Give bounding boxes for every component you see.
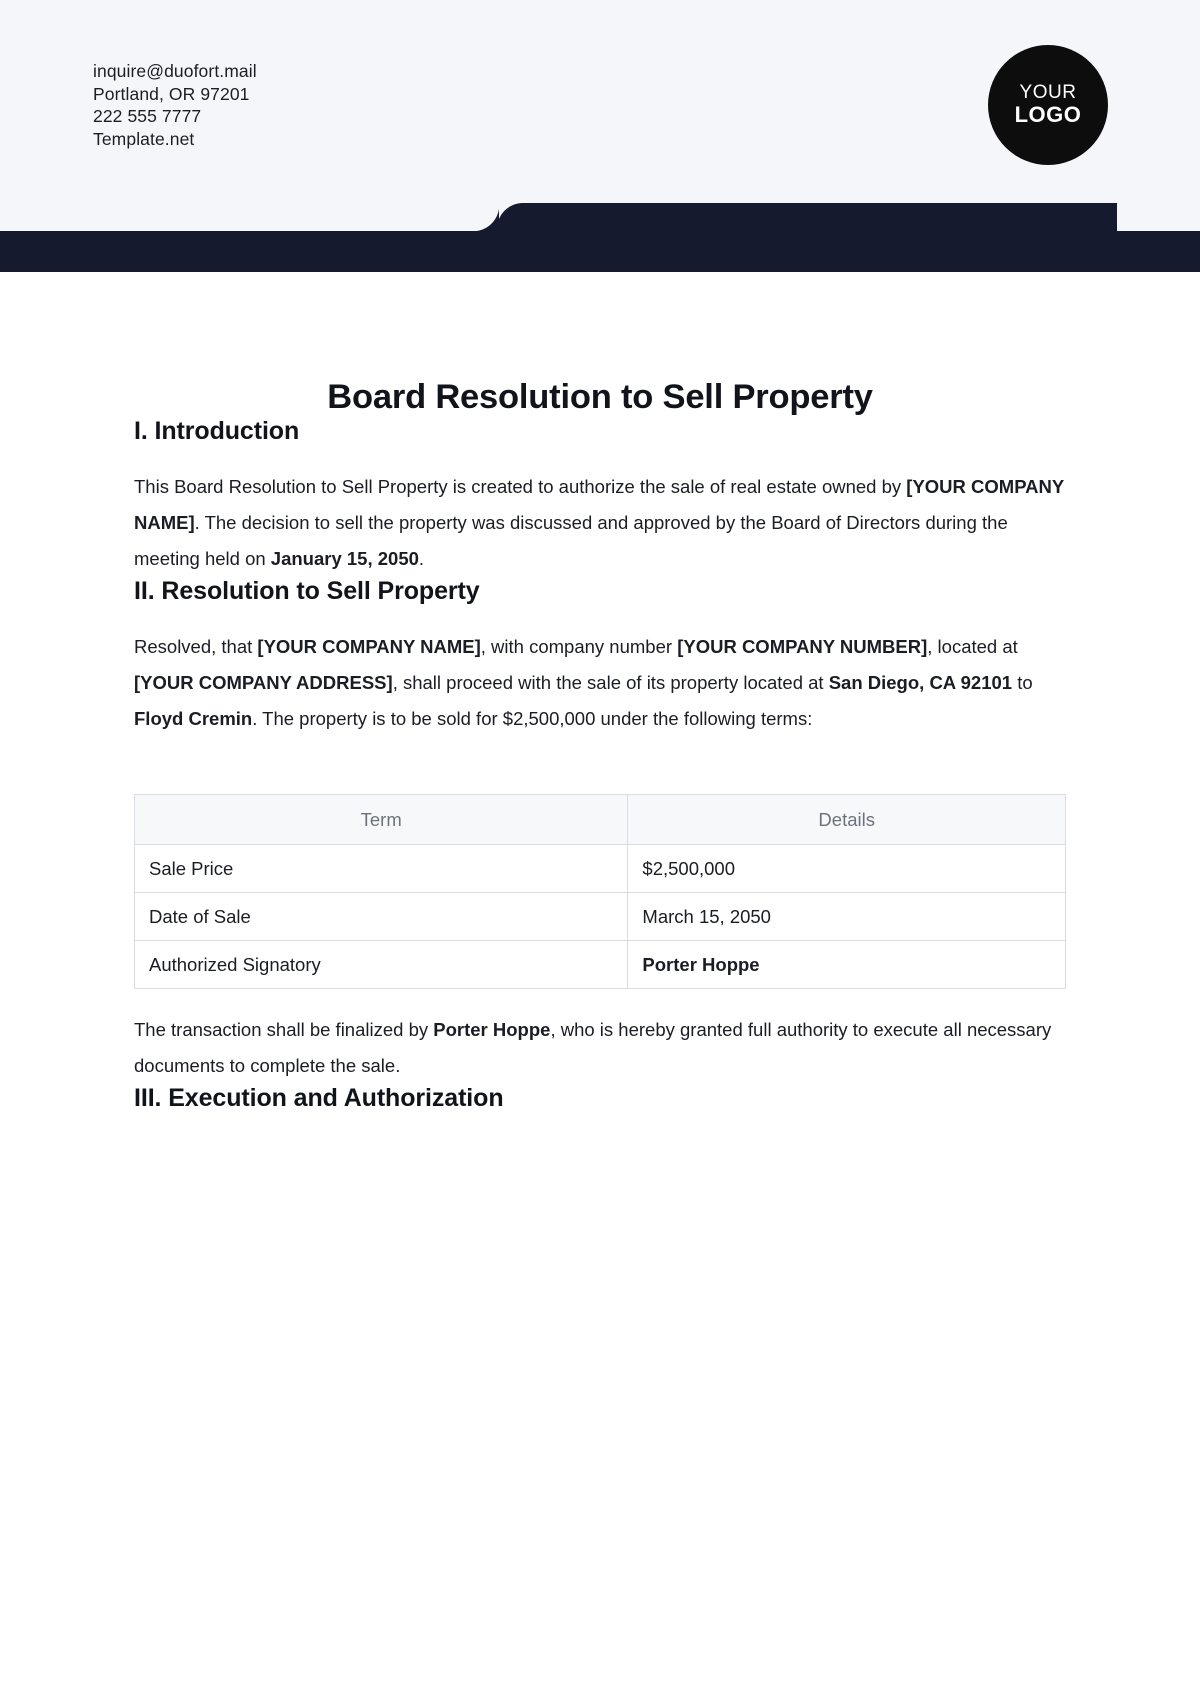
logo-text-bottom: LOGO (1014, 102, 1082, 128)
header-accent-bar (0, 231, 1200, 272)
page-title: Board Resolution to Sell Property (327, 378, 873, 416)
logo-text-top: YOUR (1019, 82, 1077, 104)
section-heading-execution: III. Execution and Authorization (134, 1084, 504, 1112)
table-row (135, 893, 1066, 941)
table-cell-term: Authorized Signatory (135, 941, 628, 989)
table-cell-details: March 15, 2050 (628, 893, 1066, 941)
contact-block (93, 60, 257, 150)
section-heading-resolution: II. Resolution to Sell Property (134, 577, 480, 605)
table-cell-details: $2,500,000 (628, 845, 1066, 893)
introduction-paragraph: This Board Resolution to Sell Property is created to authorize the sale of real estate owned by [YOUR COMPANY NAME]. The decision to sell the property was discussed and approved by the Board of Directors during the meeting held on January 15, 2050. (134, 476, 1064, 569)
table-cell-term: Sale Price (135, 845, 628, 893)
table-row (135, 845, 1066, 893)
logo-placeholder (988, 45, 1108, 165)
table-header-row (135, 795, 1066, 845)
table-column-header-details: Details (628, 795, 1066, 845)
terms-table (134, 794, 1066, 989)
table-column-header-term: Term (135, 795, 628, 845)
table-cell-term: Date of Sale (135, 893, 628, 941)
contact-address: Portland, OR 97201 (93, 83, 250, 104)
resolution-paragraph: Resolved, that [YOUR COMPANY NAME], with company number [YOUR COMPANY NUMBER], located at [YOUR COMPANY ADDRESS], shall proceed with the sale of its property located at San Diego, CA 92101 to Floyd Cremin. The property is to be sold for $2,500,000 under the following terms: (134, 636, 1033, 729)
header-accent-notch (497, 203, 1117, 231)
table-cell-details: Porter Hoppe (628, 941, 1066, 989)
contact-email: inquire@duofort.mail (93, 61, 257, 81)
contact-phone: 222 555 7777 (93, 106, 202, 126)
section-heading-introduction: I. Introduction (134, 417, 300, 445)
page-header (0, 0, 1200, 272)
contact-website: Template.net (93, 128, 195, 149)
execution-note-paragraph: The transaction shall be finalized by Porter Hoppe, who is hereby granted full authority to execute all necessary documents to complete the sale. (134, 1019, 1052, 1076)
document-body (0, 378, 1200, 1193)
terms-table-body (135, 845, 1066, 989)
table-row (135, 941, 1066, 989)
